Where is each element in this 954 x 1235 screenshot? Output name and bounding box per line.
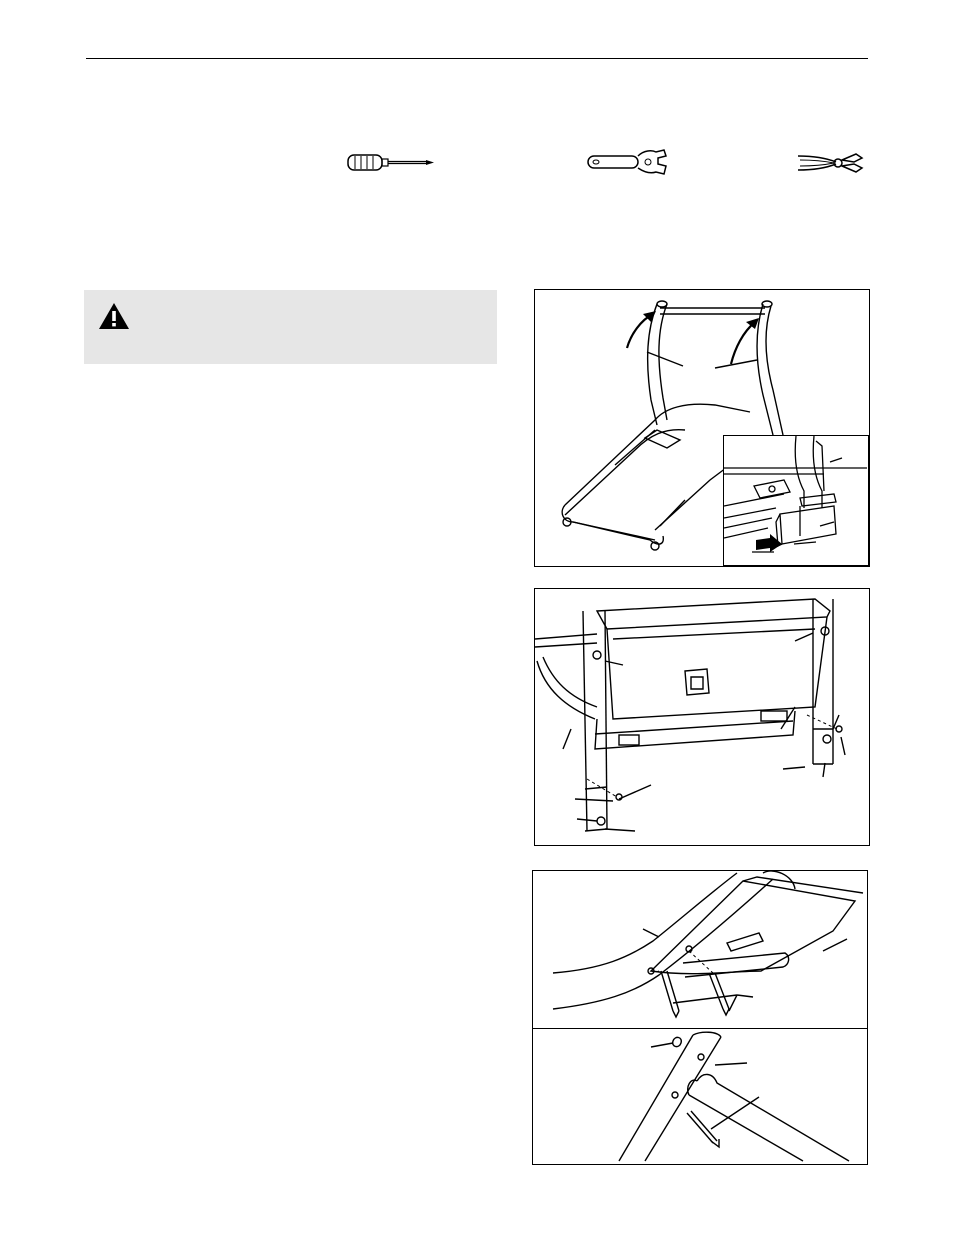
adjustable-wrench-icon — [586, 148, 668, 183]
figure-uprights-raised — [534, 289, 870, 567]
warning-triangle-icon — [98, 302, 130, 335]
figure-upright-bolts — [532, 870, 868, 1164]
warning-box — [84, 290, 497, 364]
pliers-icon — [796, 148, 864, 183]
figure-crossbar-detail — [532, 1028, 868, 1165]
screwdriver-icon — [346, 150, 436, 181]
figure-base-pad-inset — [723, 435, 869, 566]
upright-bolts-drawing — [533, 871, 866, 1029]
header-rule — [86, 58, 868, 59]
base-pad-detail-drawing — [724, 436, 867, 564]
figure-rear-uprights — [534, 588, 870, 846]
rear-uprights-drawing — [535, 589, 868, 844]
crossbar-detail-drawing — [533, 1029, 866, 1163]
